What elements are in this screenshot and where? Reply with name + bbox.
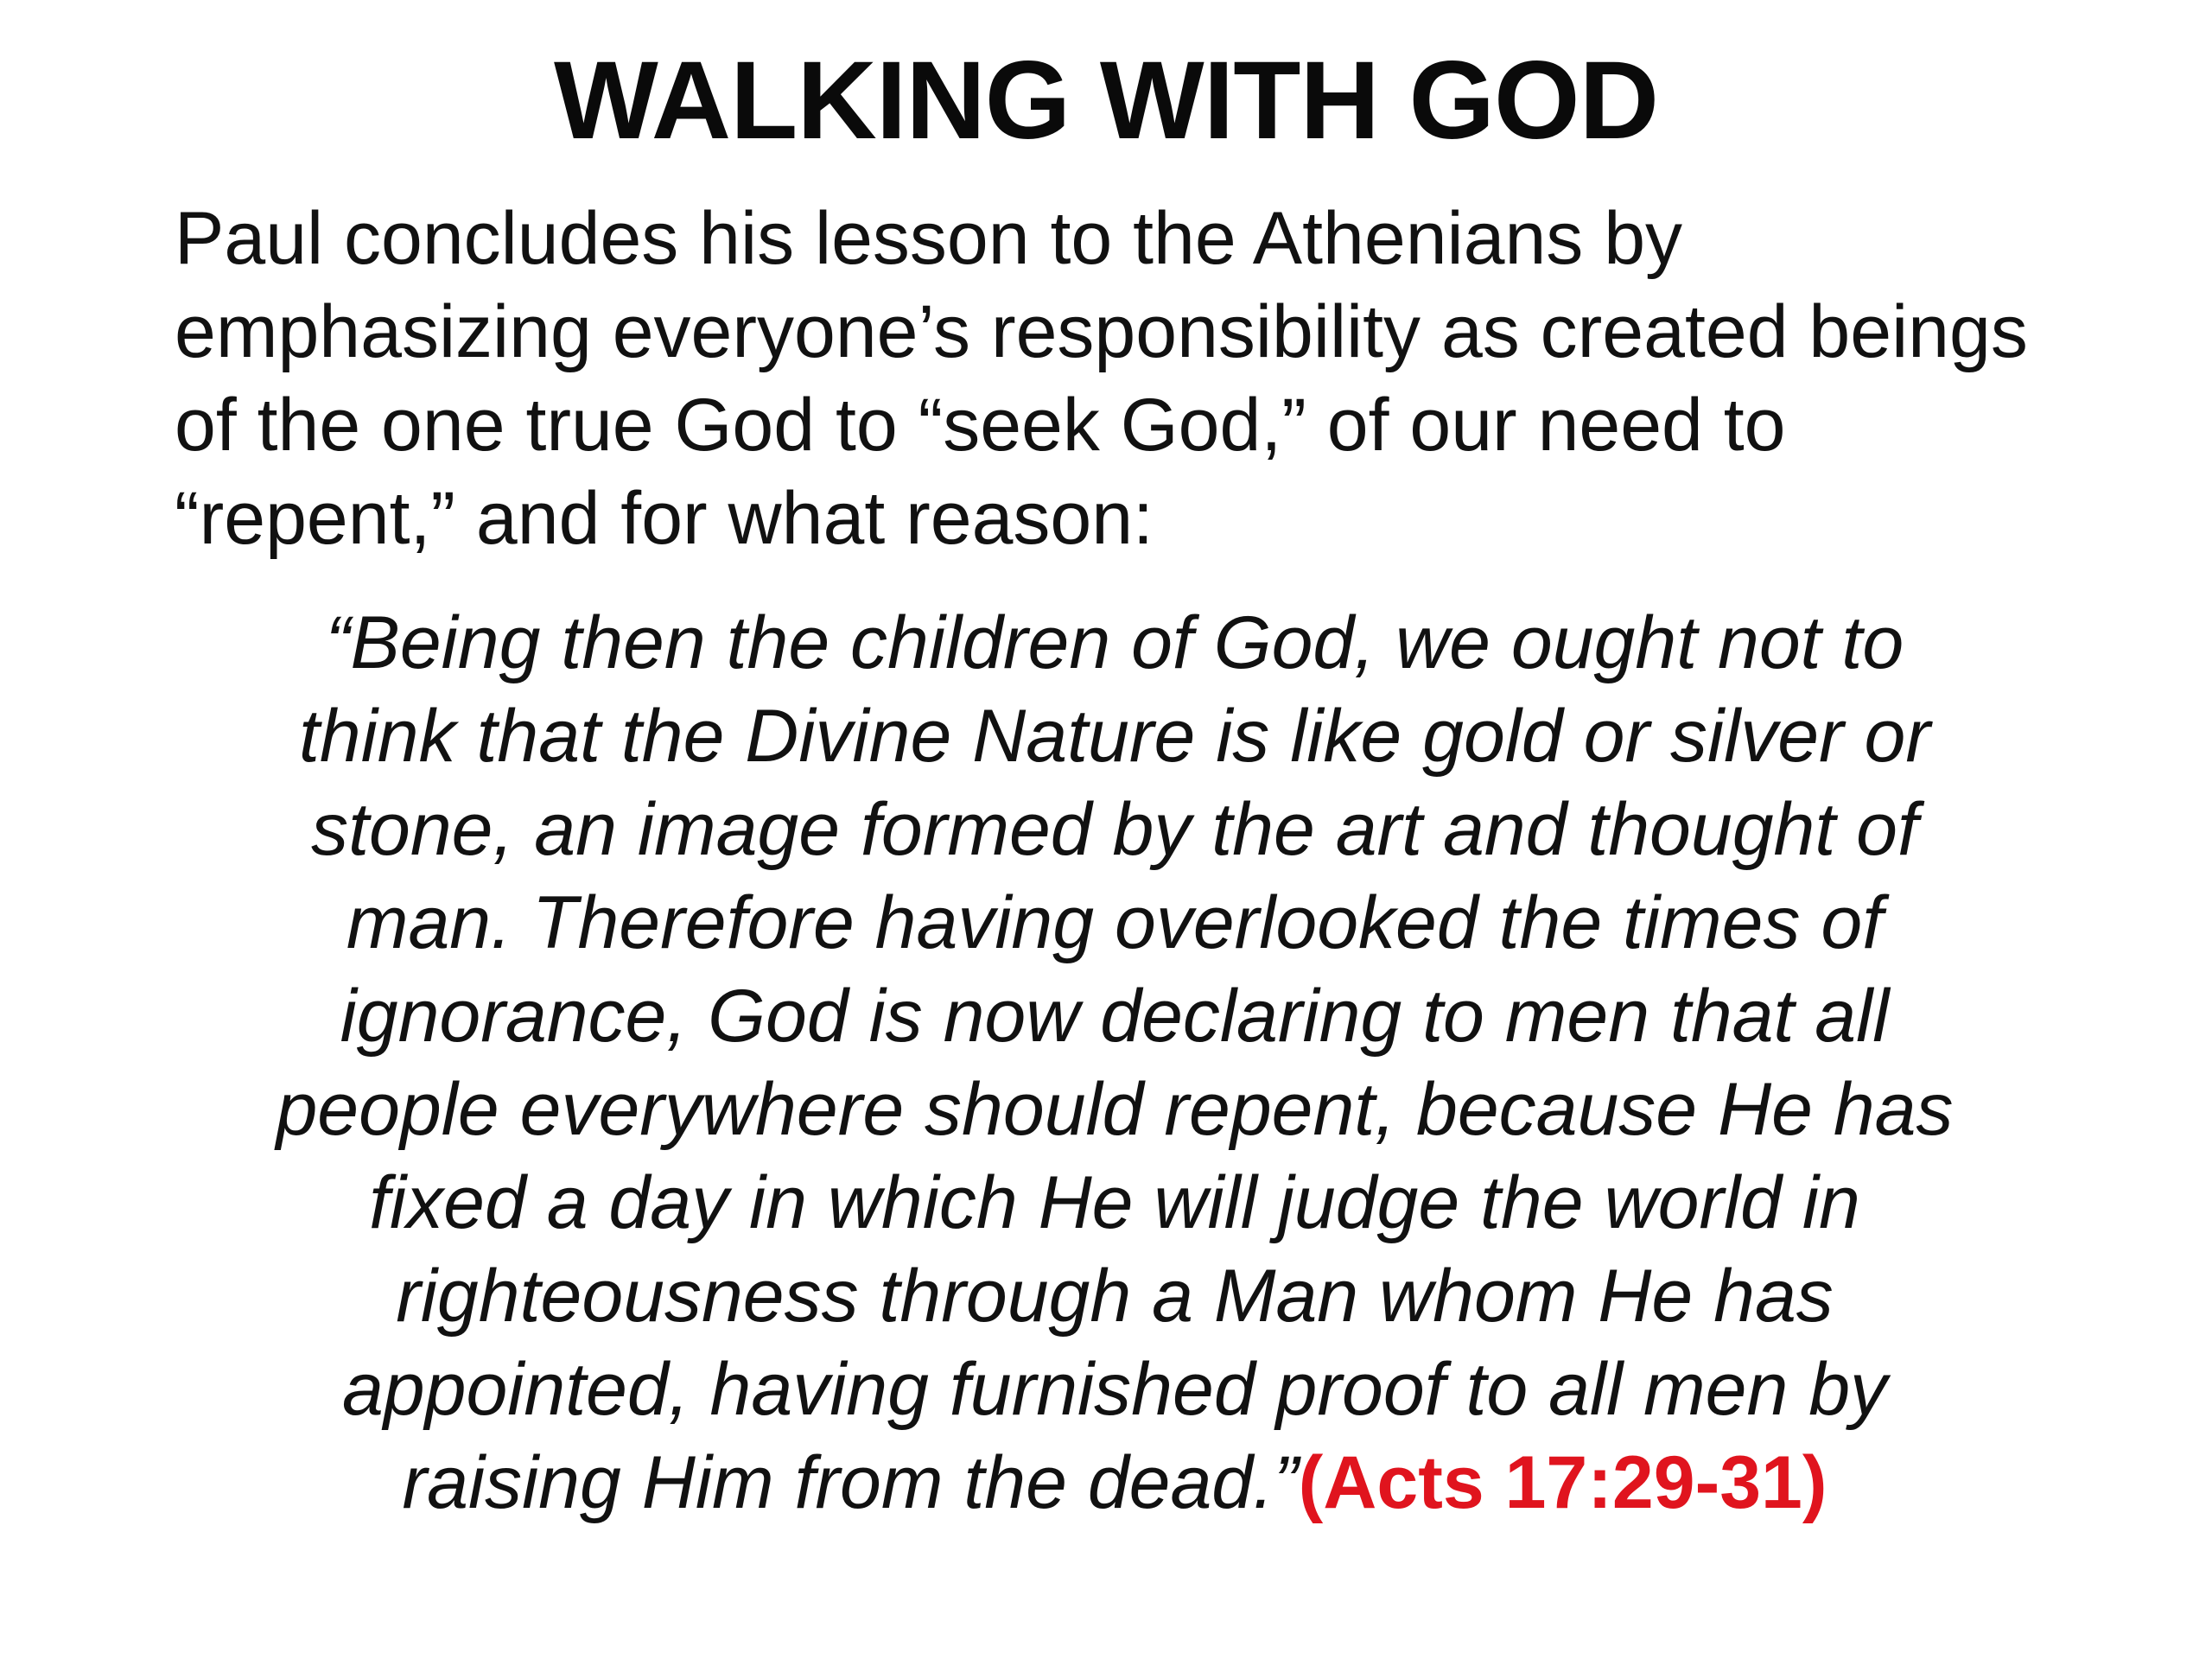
quote-line: raising Him from the dead.” bbox=[402, 1441, 1299, 1524]
quote-line: “Being then the children of God, we ought not to bbox=[325, 601, 1904, 684]
slide-title: WALKING WITH GOD bbox=[553, 39, 1659, 162]
intro-paragraph: Paul concludes his lesson to the Athenians by emphasizing everyone’s responsibility as created beings of the one true God to “seek God,” of our need to “repent,” and for what reason: bbox=[175, 197, 2028, 560]
quote-line: fixed a day in which He will judge the world in bbox=[369, 1161, 1860, 1244]
quote-line: think that the Divine Nature is like gold or silver or bbox=[298, 695, 1931, 778]
quote-last-line bbox=[147, 1436, 2082, 1529]
quote-line: ignorance, God is now declaring to men that all bbox=[340, 975, 1890, 1058]
quote-line: appointed, having furnished proof to all men by bbox=[341, 1348, 1888, 1431]
quote-line: people everywhere should repent, because He has bbox=[276, 1068, 1954, 1151]
quote-line: stone, an image formed by the art and thought of bbox=[311, 788, 1918, 871]
scripture-quote bbox=[147, 596, 2082, 1529]
scripture-reference: (Acts 17:29-31) bbox=[1298, 1441, 1827, 1524]
quote-line: righteousness through a Man whom He has bbox=[396, 1255, 1834, 1338]
quote-line: man. Therefore having overlooked the times of bbox=[346, 881, 1884, 964]
